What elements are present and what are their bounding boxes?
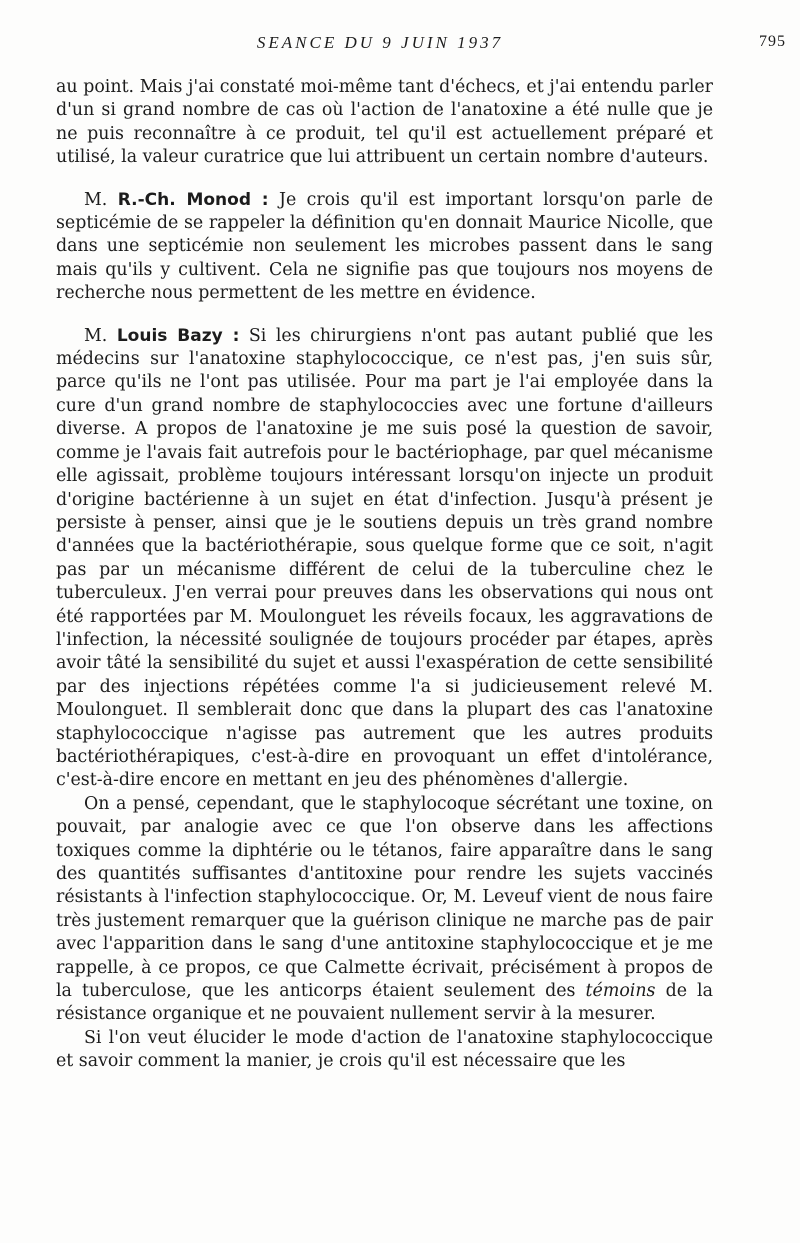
emphasized-word: témoins	[585, 981, 656, 1002]
paragraph-text: Je crois qu'il est important lorsqu'on parle de septicémie de se rappeler la définition qu'en donnait Maurice Nicolle, que dans une septicémie non seulement les microbes passent dans le sang mais qu'ils y cultivent. Cela ne signifie pas que toujours nos moyens de recherche nous permettent de les mettre en évidence.	[56, 189, 714, 304]
speaker-title: M.	[84, 325, 108, 346]
running-title: SEANCE DU 9 JUIN 1937	[256, 33, 504, 52]
paragraph-continuation	[56, 76, 713, 170]
paragraph-text: Si l'on veut élucider le mode d'action de l'anatoxine staphylococcique et savoir comment la manier, je crois qu'il est nécessaire que les	[56, 1027, 713, 1072]
page-number: 795	[759, 33, 786, 50]
paragraph-text: au point. Mais j'ai constaté moi-même tant d'échecs, et j'ai entendu parler d'un si grand nombre de cas où l'action de l'anatoxine a été nulle que je ne puis reconnaître à ce produit, tel qu'il est actuellement préparé et utilisé, la valeur curatrice que lui attribuent un certain nombre d'auteurs.	[56, 77, 713, 168]
body-text	[56, 76, 713, 1074]
running-header	[0, 33, 800, 59]
paragraph-antitoxine	[56, 793, 713, 1027]
speaker-name-monod: R.-Ch. Monod :	[117, 189, 269, 210]
paragraph-text: Si les chirurgiens n'ont pas autant publié que les médecins sur l'anatoxine staphylococcique, ce n'est pas, j'en suis sûr, parce qu'ils ne l'ont pas utilisée. Pour ma part je l'ai employée dans la cure d'un grand nombre de staphylococcies avec une fortune d'ailleurs diverse. A propos de l'anatoxine je me suis posé la question de savoir, comme je l'avais fait autrefois pour le bactériophage, par quel mécanisme elle agissait, problème toujours intéressant lorsqu'on injecte un produit d'origine bactérienne à un sujet en état d'infection. Jusqu'à présent je persiste à penser, ainsi que je le soutiens depuis un très grand nombre d'années que la bactériothérapie, sous quelque forme que ce soit, n'agit pas par un mécanisme différent de celui de la tuberculine chez le tuberculeux. J'en verrai pour preuves dans les observations qui nous ont été rapportées par M. Moulonguet les réveils focaux, les aggravations de l'infection, la nécessité soulignée de toujours procéder par étapes, après avoir tâté la sensibilité du sujet et aussi l'exaspération de cette sensibilité par des injections répétées comme l'a si judicieusement relevé M. Moulonguet. Il semblerait donc que dans la plupart des cas l'anatoxine staphylococcique n'agisse pas autrement que les autres produits bactériothérapiques, c'est-à-dire en provoquant un effet d'intolérance, c'est-à-dire encore en mettant en jeu des phénomènes d'allergie.	[56, 325, 713, 791]
paragraph-text: On a pensé, cependant, que le staphylocoque sécrétant une toxine, on pouvait, par analogie avec ce que l'on observe dans les affections toxiques comme la diphtérie ou le tétanos, faire apparaître dans le sang des quantités suffisantes d'antitoxine pour rendre les sujets vaccinés résistants à l'infection staphylococcique. Or, M. Leveuf vient de nous faire très justement remarquer que la guérison clinique ne marche pas de pair avec l'apparition dans le sang d'une antitoxine staphylococcique et je me rappelle, à ce propos, ce que Calmette écrivait, précisément à propos de la tuberculose, que les anticorps étaient seulement des	[56, 793, 713, 1002]
paragraph-bazy	[56, 325, 713, 793]
paragraph-final	[56, 1027, 713, 1074]
speaker-name-bazy: Louis Bazy :	[116, 325, 240, 346]
speaker-title: M.	[84, 189, 108, 210]
paragraph-text: de la résistance organique et ne pouvaient nullement servir à la mesurer.	[56, 981, 713, 1025]
paragraph-monod	[56, 189, 713, 306]
